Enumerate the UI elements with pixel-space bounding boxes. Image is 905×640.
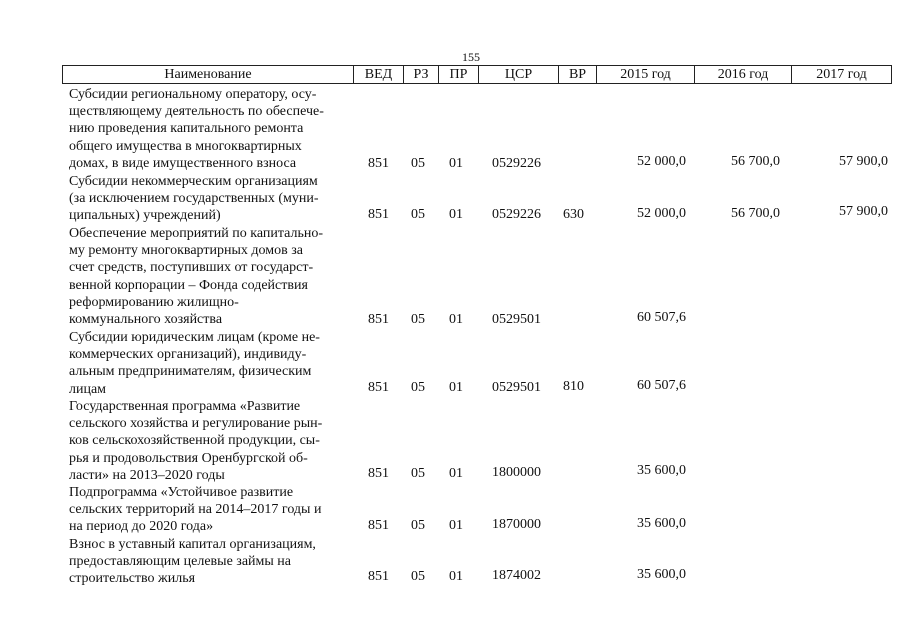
row-name: Подпрограмма «Устойчивое развитие сельских территорий на 2014–2017 годы и на период до 2020 года» xyxy=(69,485,322,535)
row-rz: 05 xyxy=(411,518,425,533)
row-ved: 851 xyxy=(368,569,389,584)
row-2015: 35 600,0 xyxy=(637,463,686,478)
row-rz: 05 xyxy=(411,312,425,327)
header-csr: ЦСР xyxy=(478,66,558,83)
row-pr: 01 xyxy=(449,569,463,584)
row-2015: 60 507,6 xyxy=(637,310,686,325)
row-2016 xyxy=(692,515,780,532)
row-2017 xyxy=(796,377,888,394)
row-2016 xyxy=(692,377,780,394)
row-2016 xyxy=(692,566,780,583)
header-vr: ВР xyxy=(558,66,596,83)
row-pr: 01 xyxy=(449,518,463,533)
row-csr: 1870000 xyxy=(492,517,541,532)
row-pr: 01 xyxy=(449,380,463,395)
row-pr: 01 xyxy=(449,207,463,222)
row-pr: 01 xyxy=(449,312,463,327)
row-ved: 851 xyxy=(368,380,389,395)
row-2016: 56 700,0 xyxy=(731,154,780,169)
row-2015: 52 000,0 xyxy=(637,206,686,221)
row-name: Субсидии региональному оператору, осу- ществляющему деятельность по обеспече- нию проведения капитального ремонта общего имущества в многоквартирных домах, в виде имущественного взноса xyxy=(69,87,324,171)
row-2017: 57 900,0 xyxy=(839,204,888,219)
row-pr: 01 xyxy=(449,466,463,481)
row-rz: 05 xyxy=(411,569,425,584)
row-2017 xyxy=(796,566,888,583)
row-rz: 05 xyxy=(411,380,425,395)
row-2016 xyxy=(692,462,780,479)
row-name: Субсидии некоммерческим организациям (за исключением государственных (муни- ципальных) учреждений) xyxy=(69,174,319,224)
row-csr: 0529501 xyxy=(492,380,541,395)
row-name: Государственная программа «Развитие сельского хозяйства и регулирование рын- ков сельскохозяйственной продукции, сы- рья и продовольствия Оренбургской об- ласти» на 2013–2020 годы xyxy=(69,399,323,483)
row-2015: 35 600,0 xyxy=(637,567,686,582)
row-rz: 05 xyxy=(411,156,425,171)
row-name: Субсидии юридическим лицам (кроме не- коммерческих организаций), индивиду- альным предпринимателям, физическим лицам xyxy=(69,330,320,397)
row-ved: 851 xyxy=(368,518,389,533)
header-pr: ПР xyxy=(438,66,478,83)
row-2015: 60 507,6 xyxy=(637,378,686,393)
header-2017: 2017 год xyxy=(791,66,891,83)
row-ved: 851 xyxy=(368,466,389,481)
header-2016: 2016 год xyxy=(694,66,791,83)
row-pr: 01 xyxy=(449,156,463,171)
page-number: 155 xyxy=(462,50,480,64)
row-vr: 810 xyxy=(563,379,584,394)
row-2017 xyxy=(796,309,888,326)
row-name: Взнос в уставный капитал организациям, предоставляющим целевые займы на строительство жилья xyxy=(69,537,316,587)
header-rz: РЗ xyxy=(403,66,438,83)
row-2017 xyxy=(796,462,888,479)
header-name: Наименование xyxy=(164,67,252,82)
row-csr: 0529226 xyxy=(492,156,541,171)
row-ved: 851 xyxy=(368,156,389,171)
row-2015: 52 000,0 xyxy=(637,154,686,169)
row-name: Обеспечение мероприятий по капитально- му ремонту многоквартирных домов за счет средств, поступивших от государст- венной корпорации – Фонда содействия реформированию жилищно- коммунального хозяйства xyxy=(69,226,323,328)
row-2016: 56 700,0 xyxy=(731,206,780,221)
row-csr: 1874002 xyxy=(492,568,541,583)
row-2017 xyxy=(796,515,888,532)
row-2016 xyxy=(692,309,780,326)
row-ved: 851 xyxy=(368,207,389,222)
row-csr: 0529501 xyxy=(492,312,541,327)
row-2015: 35 600,0 xyxy=(637,516,686,531)
row-2017: 57 900,0 xyxy=(839,154,888,169)
row-rz: 05 xyxy=(411,466,425,481)
row-vr: 630 xyxy=(563,207,584,222)
row-rz: 05 xyxy=(411,207,425,222)
table-header xyxy=(62,65,892,84)
header-2015: 2015 год xyxy=(596,66,694,83)
row-ved: 851 xyxy=(368,312,389,327)
header-ved: ВЕД xyxy=(353,66,403,83)
row-csr: 1800000 xyxy=(492,465,541,480)
row-csr: 0529226 xyxy=(492,207,541,222)
